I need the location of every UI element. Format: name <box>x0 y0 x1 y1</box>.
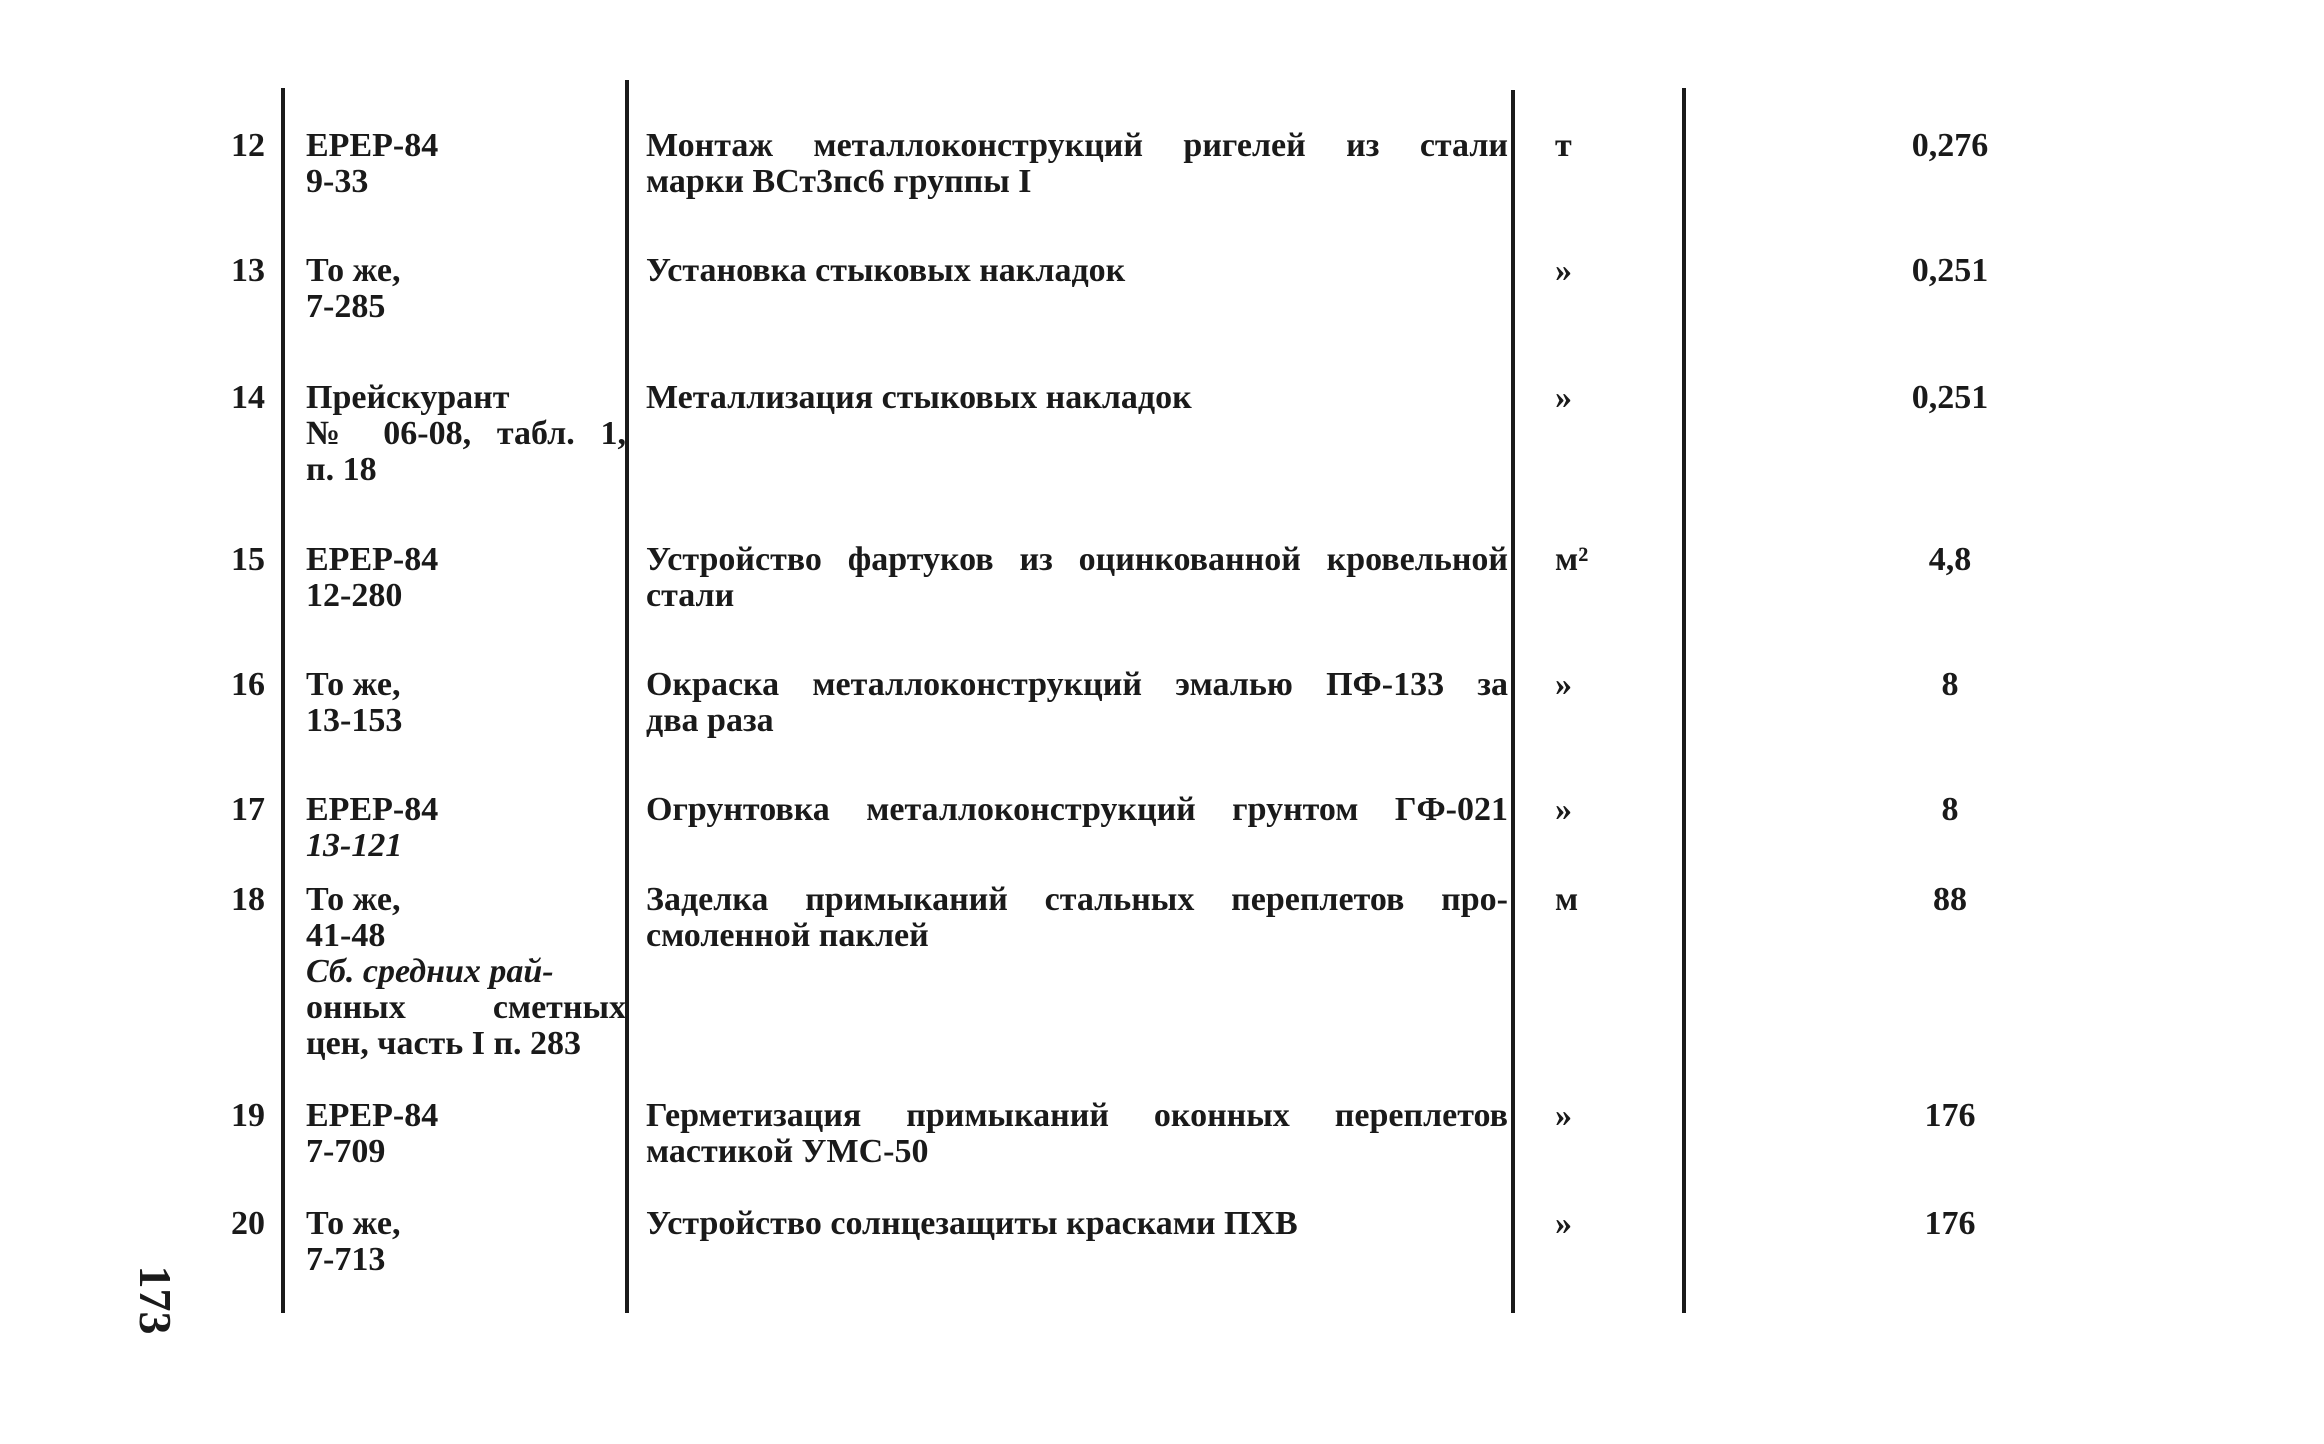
reference-line: То же, <box>306 881 401 918</box>
quantity-cell: 8 <box>1941 791 1959 828</box>
quantity-cell: 8 <box>1941 666 1959 703</box>
description-cell <box>646 380 1508 416</box>
reference-line: п. 18 <box>306 451 377 488</box>
unit-cell: » <box>1555 666 1572 703</box>
reference-cell <box>306 792 626 864</box>
reference-cell <box>306 1098 626 1170</box>
reference-line: 7-709 <box>306 1133 386 1170</box>
unit-cell: » <box>1555 791 1572 828</box>
reference-line: онных сметных <box>306 989 626 1026</box>
quantity-cell: 0,251 <box>1911 379 1989 416</box>
reference-line: ЕРЕР-84 <box>306 1097 439 1134</box>
row-number: 13 <box>231 252 265 289</box>
description-line: стали <box>646 577 735 614</box>
reference-cell <box>306 542 626 614</box>
description-line: Устройство фартуков из оцинкованной кровельной <box>646 541 1508 578</box>
reference-line: № 06-08, табл. 1, <box>306 415 626 452</box>
description-cell <box>646 792 1508 828</box>
description-line: Окраска металлоконструкций эмалью ПФ-133 за <box>646 666 1508 703</box>
row-number: 15 <box>231 541 265 578</box>
description-line: Монтаж металлоконструкций ригелей из стали <box>646 127 1508 164</box>
description-cell <box>646 1206 1508 1242</box>
description-cell <box>646 1098 1508 1170</box>
description-cell <box>646 667 1508 739</box>
description-line: Установка стыковых накладок <box>646 252 1126 289</box>
page-number: 173 <box>130 1265 181 1335</box>
column-rule-unit <box>1682 88 1686 1313</box>
reference-cell <box>306 667 626 739</box>
description-cell <box>646 128 1508 200</box>
unit-cell: м <box>1555 881 1579 918</box>
row-number: 12 <box>231 127 265 164</box>
reference-line: ЕРЕР-84 <box>306 791 439 828</box>
description-line: Устройство солнцезащиты красками ПХВ <box>646 1205 1298 1242</box>
reference-line: Сб. средних рай- <box>306 953 554 990</box>
reference-cell <box>306 882 626 1062</box>
reference-line: То же, <box>306 252 401 289</box>
row-number: 17 <box>231 791 265 828</box>
reference-line: ЕРЕР-84 <box>306 541 439 578</box>
description-line: Герметизация примыканий оконных переплетов <box>646 1097 1508 1134</box>
row-number: 19 <box>231 1097 265 1134</box>
description-cell <box>646 253 1508 289</box>
description-line: Огрунтовка металлоконструкций грунтом ГФ-021 <box>646 791 1508 828</box>
reference-line: ЕРЕР-84 <box>306 127 439 164</box>
description-cell <box>646 542 1508 614</box>
quantity-cell: 88 <box>1933 881 1967 918</box>
reference-line: 13-153 <box>306 702 403 739</box>
reference-cell <box>306 1206 626 1278</box>
row-number: 14 <box>231 379 265 416</box>
reference-cell <box>306 128 626 200</box>
reference-line: Прейскурант <box>306 379 510 416</box>
unit-cell: » <box>1555 1205 1572 1242</box>
reference-line: 13-121 <box>306 827 403 864</box>
description-line: мастикой УМС-50 <box>646 1133 929 1170</box>
quantity-cell: 176 <box>1924 1097 1976 1134</box>
description-line: два раза <box>646 702 774 739</box>
description-line: Заделка примыканий стальных переплетов про- <box>646 881 1508 918</box>
description-line: марки ВСт3пс6 группы I <box>646 163 1032 200</box>
reference-line: 12-280 <box>306 577 403 614</box>
row-number: 20 <box>231 1205 265 1242</box>
description-line: Металлизация стыковых накладок <box>646 379 1192 416</box>
description-line: смоленной паклей <box>646 917 929 954</box>
unit-cell: т <box>1555 127 1572 164</box>
reference-line: 7-285 <box>306 288 386 325</box>
row-number: 18 <box>231 881 265 918</box>
reference-cell <box>306 380 626 488</box>
description-cell <box>646 882 1508 954</box>
quantity-cell: 0,276 <box>1911 127 1989 164</box>
quantity-cell: 4,8 <box>1928 541 1972 578</box>
quantity-cell: 0,251 <box>1911 252 1989 289</box>
unit-cell: » <box>1555 1097 1572 1134</box>
column-rule-left <box>281 88 285 1313</box>
column-rule-desc <box>1511 90 1515 1313</box>
reference-line: То же, <box>306 1205 401 1242</box>
reference-line: То же, <box>306 666 401 703</box>
reference-cell <box>306 253 626 325</box>
reference-line: 41-48 <box>306 917 386 954</box>
unit-cell: » <box>1555 379 1572 416</box>
reference-line: 7-713 <box>306 1241 386 1278</box>
unit-cell: » <box>1555 252 1572 289</box>
reference-line: 9-33 <box>306 163 369 200</box>
reference-line: цен, часть I п. 283 <box>306 1025 582 1062</box>
quantity-cell: 176 <box>1924 1205 1976 1242</box>
row-number: 16 <box>231 666 265 703</box>
unit-cell: м² <box>1555 541 1589 578</box>
